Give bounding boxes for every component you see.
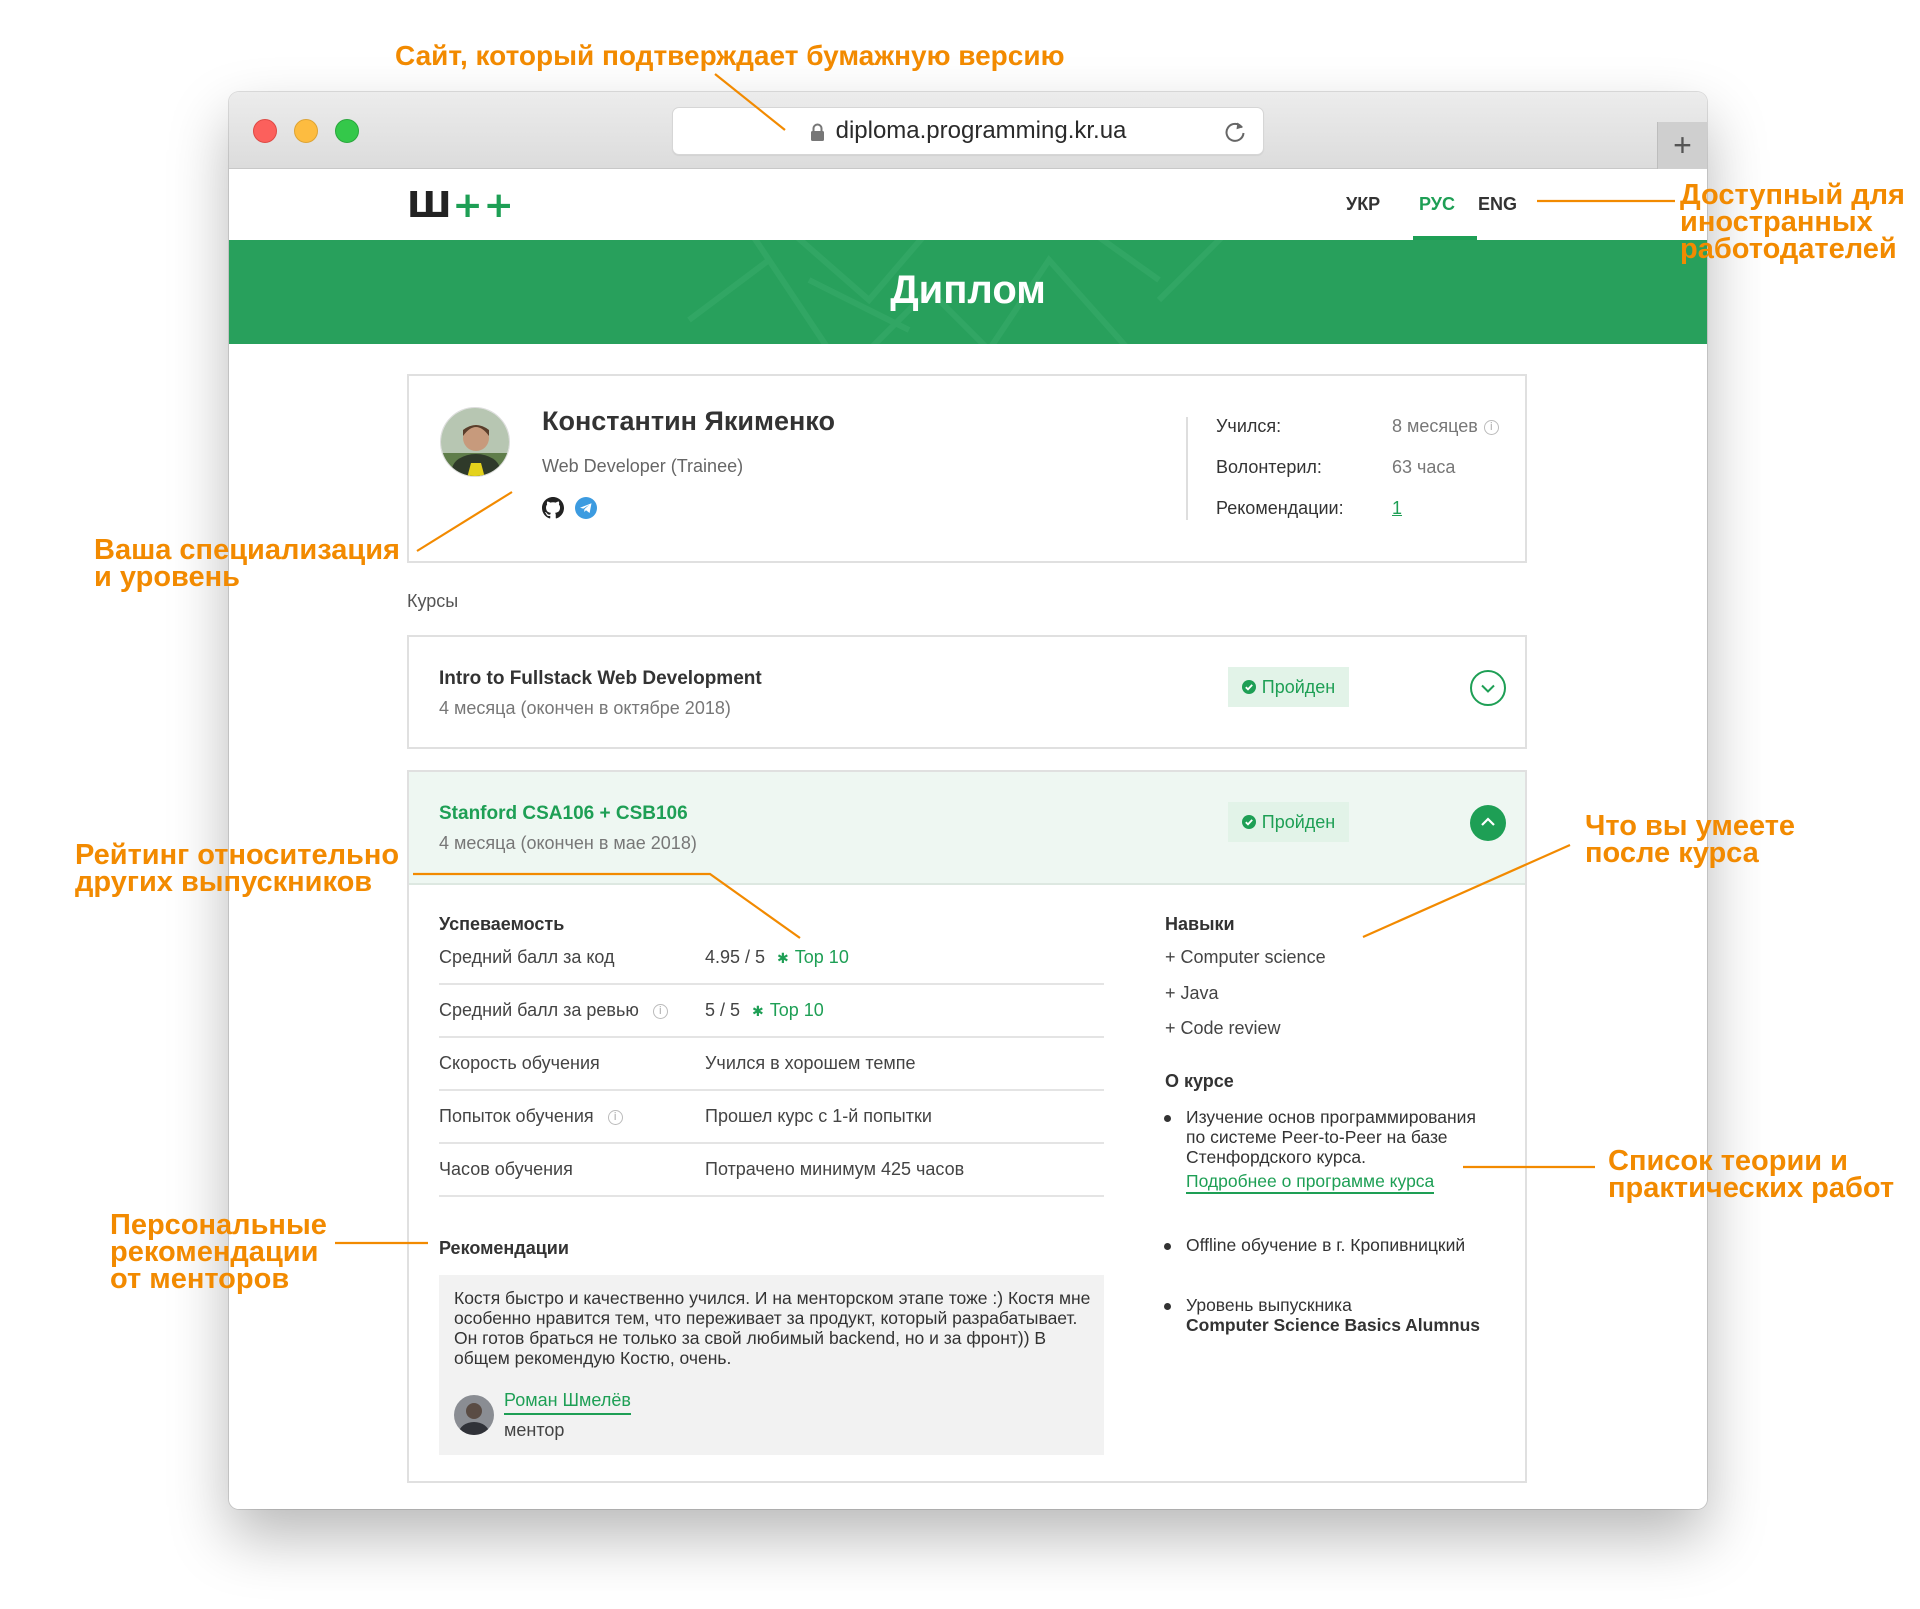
bullet <box>1164 1303 1171 1310</box>
browser-window <box>229 92 1707 1509</box>
perf-label: Часов обучения <box>439 1159 573 1179</box>
bullet <box>1164 1243 1171 1250</box>
github-icon[interactable] <box>542 497 564 519</box>
course-duration: 4 месяца (окончен в октябре 2018) <box>439 698 731 718</box>
check-circle-icon <box>1242 680 1256 694</box>
status-badge <box>1228 802 1349 842</box>
annotation-line: практических работ <box>1608 1172 1895 1204</box>
annotation-line: работодателей <box>1680 233 1897 265</box>
logo-plus: ++ <box>452 185 515 226</box>
table-row <box>439 1038 1104 1091</box>
stat-value-volunteered: 63 часа <box>1392 457 1456 477</box>
chevron-up-icon <box>1470 805 1506 841</box>
skill-item: + Computer science <box>1165 947 1326 967</box>
recommendations-title: Рекомендации <box>439 1238 569 1258</box>
perf-value: Учился в хорошем темпе <box>705 1053 916 1073</box>
page <box>229 169 1707 1509</box>
annotation-skills <box>1585 810 1796 869</box>
close-window-button[interactable] <box>253 119 277 143</box>
perf-value <box>705 1000 824 1021</box>
stat-value-recommendations <box>1392 498 1402 519</box>
perf-label-text: Попыток обучения <box>439 1106 594 1126</box>
perf-label-text: Средний балл за ревью <box>439 1000 639 1020</box>
alumnus-level: Computer Science Basics Alumnus <box>1186 1315 1481 1335</box>
info-icon[interactable]: i <box>1484 420 1499 435</box>
table-row <box>439 1091 1104 1144</box>
site-header <box>229 169 1707 240</box>
perf-label: Скорость обучения <box>439 1053 600 1073</box>
table-row <box>439 1144 1104 1197</box>
about-item: Offline обучение в г. Кропивницкий <box>1186 1235 1466 1255</box>
annotation-line: иностранных <box>1680 206 1873 238</box>
annotation-line: Персональные <box>110 1209 327 1241</box>
hero-banner <box>229 240 1707 344</box>
about-title: О курсе <box>1165 1071 1234 1091</box>
annotation-recommendations <box>110 1209 327 1295</box>
course-card-expanded <box>407 770 1527 1483</box>
skill-item: + Code review <box>1165 1018 1281 1038</box>
lang-eng[interactable]: ENG <box>1478 194 1518 214</box>
info-icon[interactable]: i <box>608 1110 623 1125</box>
perf-label <box>439 1000 668 1021</box>
star-icon: ✱ <box>777 951 789 967</box>
about-item <box>1186 1295 1486 1335</box>
course-program-link[interactable]: Подробнее о программе курса <box>1186 1171 1434 1194</box>
perf-label <box>439 1106 623 1127</box>
annotation-rating <box>75 839 400 898</box>
annotation-line: после курса <box>1585 837 1759 869</box>
about-item <box>1186 1107 1486 1194</box>
mentor-photo <box>454 1395 494 1435</box>
stat-label-volunteered: Волонтерил: <box>1216 457 1322 477</box>
annotation-theory <box>1608 1145 1895 1204</box>
annotation-line: и уровень <box>94 561 240 593</box>
maximize-window-button[interactable] <box>335 119 359 143</box>
course-header[interactable] <box>409 772 1525 885</box>
mentor-role: ментор <box>504 1420 565 1440</box>
about-text: Изучение основ программирования по системе Peer-to-Peer на базе Стенфордского курса. <box>1186 1107 1476 1167</box>
performance-title: Успеваемость <box>439 914 565 934</box>
annotation-line: от менторов <box>110 1263 290 1295</box>
mentor-avatar <box>454 1395 494 1435</box>
skills-title: Навыки <box>1165 914 1235 934</box>
new-tab-button[interactable]: + <box>1657 122 1707 169</box>
profile-name: Константин Якименко <box>542 406 835 436</box>
perf-value <box>705 947 849 968</box>
lang-ukr[interactable]: УКР <box>1346 194 1381 214</box>
courses-caption: Курсы <box>407 591 459 611</box>
annotation-specialization <box>94 534 400 593</box>
annotation-site: Сайт, который подтверждает бумажную версию <box>395 40 1065 71</box>
annotation-line: Доступный для <box>1680 179 1905 211</box>
table-row <box>439 985 1104 1038</box>
status-badge <box>1228 667 1349 707</box>
about-text: Уровень выпускника <box>1186 1295 1352 1315</box>
bullet <box>1164 1115 1171 1122</box>
annotation-line: Список теории и <box>1608 1145 1849 1177</box>
stat-label-studied: Учился: <box>1216 416 1282 436</box>
telegram-icon[interactable] <box>575 497 597 519</box>
banner-title: Диплом <box>890 268 1046 312</box>
minimize-window-button[interactable] <box>294 119 318 143</box>
star-icon: ✱ <box>752 1004 764 1020</box>
course-card[interactable] <box>407 635 1527 749</box>
reload-icon[interactable] <box>1221 118 1249 146</box>
browser-titlebar <box>229 92 1707 169</box>
badge-text: Пройден <box>1261 811 1336 832</box>
perf-score: 5 / 5 <box>705 1000 741 1020</box>
annotation-line: Рейтинг относительно <box>75 839 400 871</box>
perf-score: 4.95 / 5 <box>705 947 766 967</box>
perf-value: Потрачено минимум 425 часов <box>705 1159 965 1179</box>
profile-divider <box>1186 417 1188 520</box>
stat-label-recommendations: Рекомендации: <box>1216 498 1344 518</box>
address-bar[interactable] <box>672 107 1264 155</box>
url-text: diploma.programming.kr.ua <box>835 117 1127 144</box>
annotation-lang <box>1680 179 1905 265</box>
info-icon[interactable]: i <box>653 1004 668 1019</box>
stat-value-studied <box>1392 416 1499 437</box>
table-row <box>439 932 1104 985</box>
course-duration: 4 месяца (окончен в мае 2018) <box>439 833 697 853</box>
annotation-line: рекомендации <box>110 1236 319 1268</box>
chevron-down-icon <box>1472 672 1504 704</box>
perf-label: Средний балл за код <box>439 947 615 967</box>
rank-label: Top 10 <box>794 947 849 967</box>
recommendation-text: Костя быстро и качественно учился. И на менторском этапе тоже :) Костя мне особенно нравится тем, что переживает за продукт, который разрабатывает. Он готов браться не только за свой любимый backend, но и за фронт)) В общем рекомендую Костю, очень. <box>454 1288 1091 1368</box>
mentor-name-link[interactable]: Роман Шмелёв <box>504 1390 631 1415</box>
profile-avatar <box>440 407 510 477</box>
site-logo[interactable] <box>407 185 515 226</box>
recommendations-count-link[interactable]: 1 <box>1392 498 1403 518</box>
stat-studied-text: 8 месяцев <box>1392 416 1478 436</box>
skill-item: + Java <box>1165 983 1219 1003</box>
perf-value: Прошел курс с 1-й попытки <box>705 1106 932 1126</box>
avatar-photo <box>441 408 510 477</box>
course-title: Stanford CSA106 + CSB106 <box>439 803 688 824</box>
profile-role: Web Developer (Trainee) <box>542 456 744 476</box>
expand-button[interactable] <box>1470 670 1506 706</box>
profile-card <box>407 374 1527 563</box>
collapse-button[interactable] <box>1470 805 1506 841</box>
check-circle-icon <box>1242 815 1256 829</box>
badge-text: Пройден <box>1261 676 1336 697</box>
course-title: Intro to Fullstack Web Development <box>439 668 762 689</box>
annotation-line: других выпускников <box>75 866 373 898</box>
recommendation-box <box>439 1275 1104 1455</box>
rank-label: Top 10 <box>769 1000 824 1020</box>
lock-icon <box>810 123 825 142</box>
logo-letter: Ш <box>407 185 453 226</box>
lang-rus[interactable]: РУС <box>1419 194 1455 214</box>
annotation-line: Что вы умеете <box>1585 810 1796 842</box>
annotation-line: Ваша специализация <box>94 534 400 566</box>
